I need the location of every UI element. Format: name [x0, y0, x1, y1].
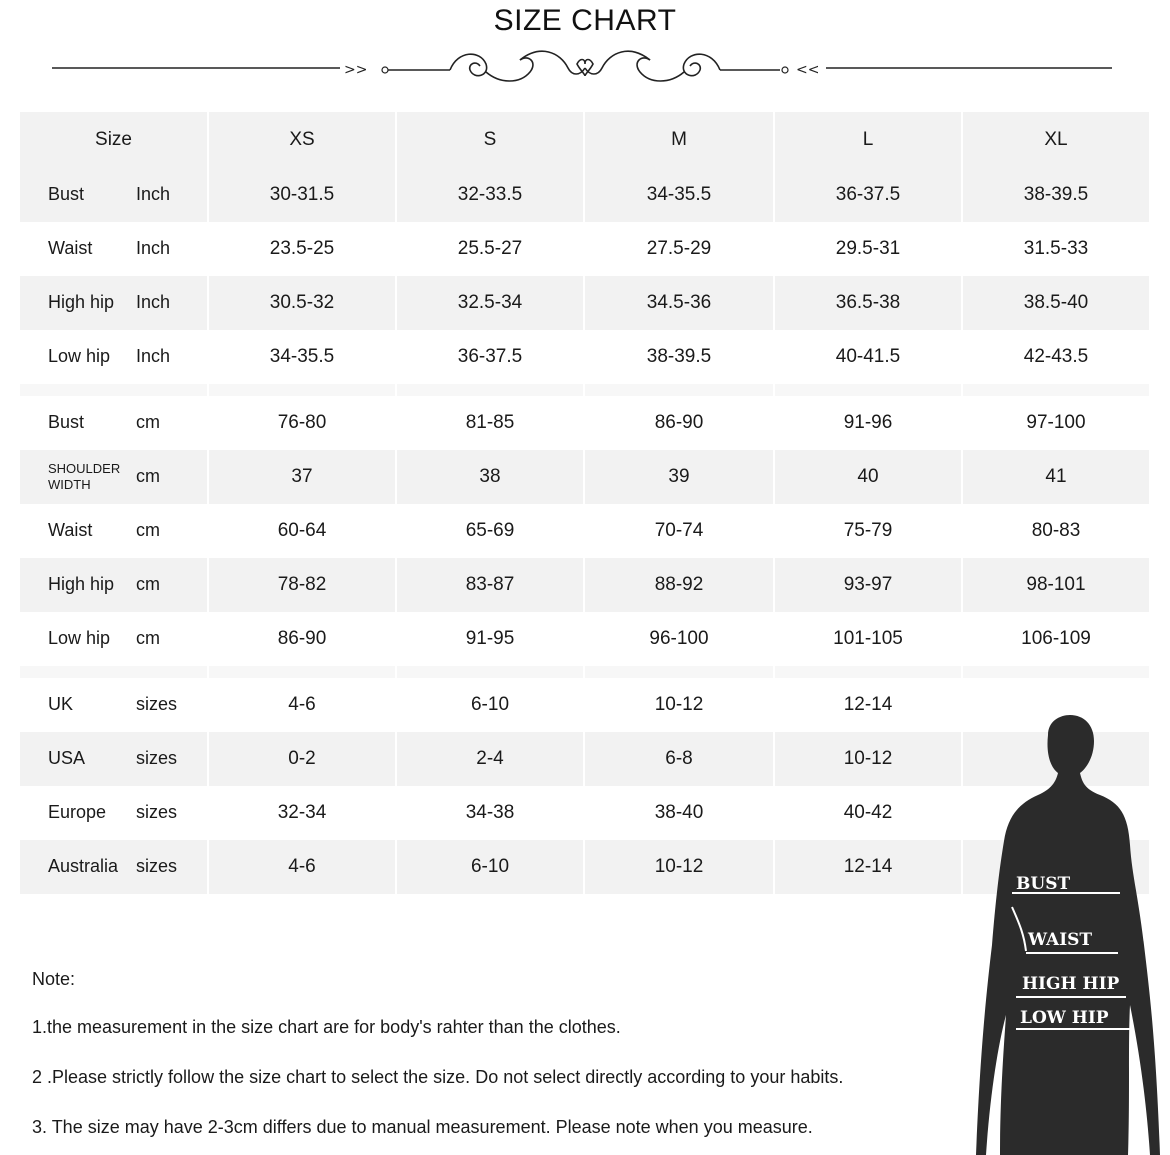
size-cell-s: 91-95 [396, 612, 584, 666]
waist-label: WAIST [1028, 930, 1093, 950]
notes-heading: Note: [32, 969, 76, 989]
size-cell-s: 25.5-27 [396, 222, 584, 276]
measure-unit: Inch [136, 292, 171, 312]
page-title: SIZE CHART [493, 4, 677, 37]
left-arrows: >> [344, 62, 368, 78]
table-row-inch-bust [20, 168, 1150, 222]
size-cell-xl: 80-83 [962, 504, 1150, 558]
row-label [20, 558, 208, 612]
measure-unit: cm [136, 466, 160, 487]
measure-unit: Inch [136, 184, 171, 204]
size-cell-m: 96-100 [584, 612, 774, 666]
measure-name: Bust [48, 184, 85, 204]
measure-name: Australia [48, 856, 119, 876]
size-cell-m: 34-35.5 [584, 168, 774, 222]
header-size-xs: XS [208, 112, 396, 168]
right-arrows: << [796, 62, 820, 78]
size-cell-m: 34.5-36 [584, 276, 774, 330]
row-label [20, 168, 208, 222]
size-cell-l: 10-12 [774, 732, 962, 786]
header-size-s: S [396, 112, 584, 168]
size-cell-l: 40-42 [774, 786, 962, 840]
size-cell-xs: 76-80 [208, 396, 396, 450]
table-row-cm-shoulder-width [20, 450, 1150, 504]
measure-unit: sizes [136, 748, 178, 768]
size-cell-xl: 38-39.5 [962, 168, 1150, 222]
size-cell-xs: 60-64 [208, 504, 396, 558]
size-cell-s: 38 [396, 450, 584, 504]
size-cell-l: 93-97 [774, 558, 962, 612]
size-cell-s: 36-37.5 [396, 330, 584, 384]
measure-unit: cm [136, 412, 160, 432]
size-cell-m: 86-90 [584, 396, 774, 450]
size-cell-s: 83-87 [396, 558, 584, 612]
size-cell-s: 34-38 [396, 786, 584, 840]
size-cell-m: 27.5-29 [584, 222, 774, 276]
measure-name: UK [48, 694, 74, 714]
size-cell-xl: 38.5-40 [962, 276, 1150, 330]
size-cell-l: 101-105 [774, 612, 962, 666]
table-row-inch-waist [20, 222, 1150, 276]
size-cell-xs: 37 [208, 450, 396, 504]
size-cell-xs: 30-31.5 [208, 168, 396, 222]
measure-unit: Inch [136, 238, 171, 258]
row-label [20, 732, 208, 786]
measure-name: High hip [48, 292, 115, 312]
size-cell-xs: 34-35.5 [208, 330, 396, 384]
size-cell-xs: 32-34 [208, 786, 396, 840]
measure-unit: cm [136, 628, 160, 648]
low-hip-label: LOW HIP [1020, 1008, 1109, 1028]
row-label [20, 840, 208, 894]
size-cell-l: 36-37.5 [774, 168, 962, 222]
header-size-m: M [584, 112, 774, 168]
note-line-1: 1.the measurement in the size chart are for body's rahter than the clothes. [32, 1017, 621, 1037]
group-spacer [20, 666, 1150, 678]
row-label [20, 450, 208, 504]
size-cell-xs: 23.5-25 [208, 222, 396, 276]
ornament-divider [0, 44, 1170, 96]
row-label [20, 786, 208, 840]
size-cell-l: 36.5-38 [774, 276, 962, 330]
table-row-inch-high-hip [20, 276, 1150, 330]
table-row-cm-waist [20, 504, 1150, 558]
notes-section [32, 966, 992, 1155]
measure-name: Europe [48, 802, 107, 822]
size-cell-s: 65-69 [396, 504, 584, 558]
header-row [20, 112, 1150, 168]
row-label [20, 276, 208, 330]
row-label [20, 678, 208, 732]
size-cell-s: 32.5-34 [396, 276, 584, 330]
size-cell-xs: 4-6 [208, 840, 396, 894]
measure-name: SHOULDER WIDTH [48, 461, 121, 492]
row-label [20, 222, 208, 276]
size-cell-l: 29.5-31 [774, 222, 962, 276]
size-cell-xl: 106-109 [962, 612, 1150, 666]
size-cell-xl: 42-43.5 [962, 330, 1150, 384]
note-line-2: 2 .Please strictly follow the size chart to select the size. Do not select directly according to your habits. [32, 1067, 844, 1087]
measure-name: Low hip [48, 628, 111, 648]
table-row-inch-low-hip [20, 330, 1150, 384]
size-cell-s: 6-10 [396, 678, 584, 732]
measure-name: USA [48, 748, 86, 768]
size-cell-xs: 30.5-32 [208, 276, 396, 330]
row-label [20, 396, 208, 450]
header-size-xl: XL [962, 112, 1150, 168]
row-label [20, 330, 208, 384]
size-cell-l: 12-14 [774, 840, 962, 894]
size-cell-xl: 41 [962, 450, 1150, 504]
size-cell-xs: 78-82 [208, 558, 396, 612]
note-line-3: 3. The size may have 2-3cm differs due to manual measurement. Please note when you measure. [32, 1117, 813, 1137]
size-cell-s: 6-10 [396, 840, 584, 894]
size-cell-m: 70-74 [584, 504, 774, 558]
measure-name: Low hip [48, 346, 111, 366]
size-cell-m: 39 [584, 450, 774, 504]
size-cell-m: 10-12 [584, 678, 774, 732]
measure-name: Waist [48, 520, 93, 540]
size-cell-l: 12-14 [774, 678, 962, 732]
measure-unit: Inch [136, 346, 171, 366]
measure-name: Waist [48, 238, 93, 258]
size-cell-l: 40-41.5 [774, 330, 962, 384]
measure-unit: cm [136, 520, 160, 540]
size-cell-xl: 31.5-33 [962, 222, 1150, 276]
measure-unit: sizes [136, 694, 178, 714]
size-cell-s: 32-33.5 [396, 168, 584, 222]
row-label [20, 504, 208, 558]
size-cell-xs: 0-2 [208, 732, 396, 786]
size-cell-xl: 98-101 [962, 558, 1150, 612]
table-row-cm-high-hip [20, 558, 1150, 612]
size-cell-m: 38-39.5 [584, 330, 774, 384]
row-label [20, 612, 208, 666]
table-row-cm-bust [20, 396, 1150, 450]
size-cell-xs: 86-90 [208, 612, 396, 666]
header-size-l: L [774, 112, 962, 168]
size-cell-s: 81-85 [396, 396, 584, 450]
measure-name: High hip [48, 574, 115, 594]
size-cell-l: 91-96 [774, 396, 962, 450]
size-cell-m: 10-12 [584, 840, 774, 894]
size-cell-xs: 4-6 [208, 678, 396, 732]
size-cell-m: 38-40 [584, 786, 774, 840]
measure-unit: sizes [136, 802, 178, 822]
bust-label: BUST [1016, 874, 1071, 894]
high-hip-label: HIGH HIP [1022, 974, 1120, 994]
size-cell-xl: 97-100 [962, 396, 1150, 450]
header-size-label: Size [20, 112, 208, 168]
measure-name: Bust [48, 412, 85, 432]
size-cell-l: 75-79 [774, 504, 962, 558]
measure-unit: sizes [136, 856, 178, 876]
size-cell-m: 88-92 [584, 558, 774, 612]
size-cell-s: 2-4 [396, 732, 584, 786]
size-cell-m: 6-8 [584, 732, 774, 786]
measure-unit: cm [136, 574, 160, 594]
table-row-cm-low-hip [20, 612, 1150, 666]
size-cell-l: 40 [774, 450, 962, 504]
group-spacer [20, 384, 1150, 396]
